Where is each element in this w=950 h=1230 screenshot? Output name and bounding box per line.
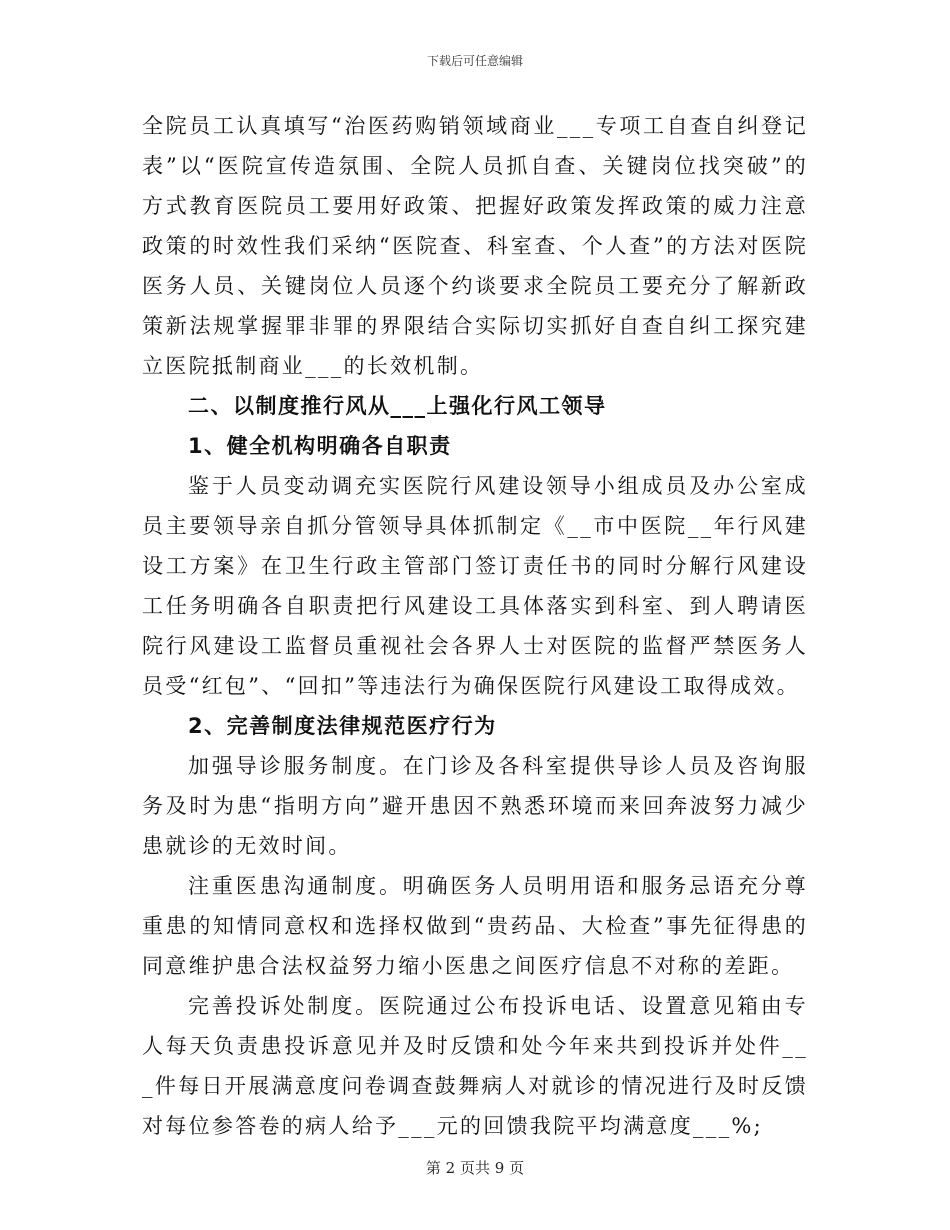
paragraph-guidance-service: 加强导诊服务制度。在门诊及各科室提供导诊人员及咨询服务及时为患“指明方向”避开患因不熟悉环境而来回奔波努力减少患就诊的无效时间。	[142, 754, 808, 858]
paragraph-organization: 鉴于人员变动调充实医院行风建设领导小组成员及办公室成员主要领导亲自抓分管领导具体抓制定《__市中医院__年行风建设工方案》在卫生行政主管部门签订责任书的同时分解行风建设工任务明确各自职责把行风建设工具体落实到科室、到人聘请医院行风建设工监督员重视社会各界人士对医院的监督严禁医务人员受“红包”、“回扣”等违法行为确保医院行风建设工取得成效。	[142, 474, 808, 698]
paragraph-communication: 注重医患沟通制度。明确医务人员明用语和服务忌语充分尊重患的知情同意权和选择权做到“贵药品、大检查”事先征得患的同意维护患合法权益努力缩小医患之间医疗信息不对称的差距。	[142, 874, 808, 978]
subheading-2: 2、完善制度法律规范医疗行为	[188, 714, 497, 738]
page-number: 第 2 页共 9 页	[425, 1159, 525, 1177]
paragraph-complaints: 完善投诉处制度。医院通过公布投诉电话、设置意见箱由专人每天负责患投诉意见并及时反馈和处今年来共到投诉并处件___件每日开展满意度问卷调查鼓舞病人对就诊的情况进行及时反馈对每位参答卷的病人给予___元的回馈我院平均满意度___%;	[142, 994, 808, 1138]
page-header: 下载后可任意编辑	[426, 54, 523, 68]
paragraph-self-inspection: 全院员工认真填写“治医药购销领域商业___专项工自查自纠登记表”以“医院宣传造氛围、全院人员抓自查、关键岗位找突破”的方式教育医院员工要用好政策、把握好政策发挥政策的威力注意政策的时效性我们采纳“医院查、科室查、个人查”的方法对医院医务人员、关键岗位人员逐个约谈要求全院员工要充分了解新政策新法规掌握罪非罪的界限结合实际切实抓好自查自纠工探究建立医院抵制商业___的长效机制。	[142, 114, 808, 378]
document-body	[142, 106, 808, 1146]
subheading-1: 1、健全机构明确各自职责	[188, 434, 452, 458]
section-heading-2: 二、以制度推行风从___上强化行风工领导	[188, 394, 607, 418]
